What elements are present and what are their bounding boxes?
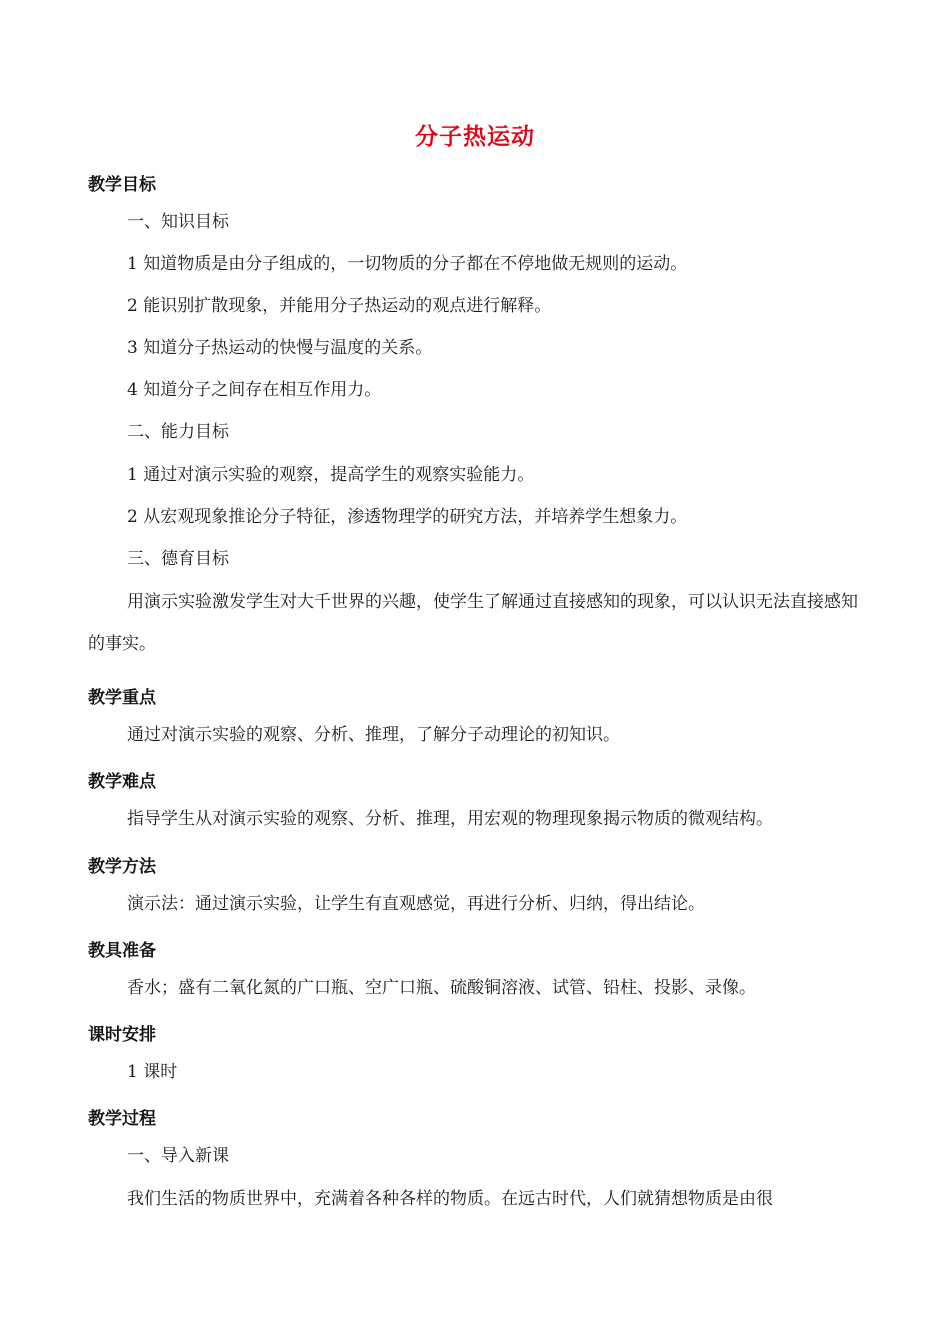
methods-heading: 教学方法 bbox=[88, 857, 156, 877]
key-points-text: 通过对演示实验的观察、分析、推理，了解分子动理论的初知识。 bbox=[127, 725, 620, 745]
schedule-text: 1 课时 bbox=[127, 1062, 178, 1082]
ability-item-1: 1 通过对演示实验的观察，提高学生的观察实验能力。 bbox=[127, 465, 535, 485]
knowledge-objectives-heading: 一、知识目标 bbox=[127, 212, 229, 232]
knowledge-item-2: 2 能识别扩散现象，并能用分子热运动的观点进行解释。 bbox=[127, 296, 552, 316]
difficulties-heading: 教学难点 bbox=[88, 772, 156, 792]
ability-item-2: 2 从宏观现象推论分子特征，渗透物理学的研究方法，并培养学生想象力。 bbox=[127, 507, 688, 527]
materials-heading: 教具准备 bbox=[88, 941, 156, 961]
knowledge-item-1: 1 知道物质是由分子组成的，一切物质的分子都在不停地做无规则的运动。 bbox=[127, 254, 688, 274]
methods-text: 演示法：通过演示实验，让学生有直观感觉，再进行分析、归纳，得出结论。 bbox=[127, 894, 705, 914]
materials-text: 香水；盛有二氧化氮的广口瓶、空广口瓶、硫酸铜溶液、试管、铅柱、投影、录像。 bbox=[127, 978, 756, 998]
schedule-heading: 课时安排 bbox=[88, 1025, 156, 1045]
process-heading: 教学过程 bbox=[88, 1109, 156, 1129]
ability-objectives-heading: 二、能力目标 bbox=[127, 422, 229, 442]
knowledge-item-4: 4 知道分子之间存在相互作用力。 bbox=[127, 380, 382, 400]
intro-heading: 一、导入新课 bbox=[127, 1146, 229, 1166]
moral-objectives-heading: 三、德育目标 bbox=[127, 549, 229, 569]
knowledge-item-3: 3 知道分子热运动的快慢与温度的关系。 bbox=[127, 338, 433, 358]
key-points-heading: 教学重点 bbox=[88, 688, 156, 708]
document-title: 分子热运动 bbox=[415, 124, 535, 150]
intro-text: 我们生活的物质世界中，充满着各种各样的物质。在远古时代，人们就猜想物质是由很 bbox=[127, 1189, 773, 1209]
moral-objectives-text: 用演示实验激发学生对大千世界的兴趣，使学生了解通过直接感知的现象，可以认识无法直接感知的事实。 bbox=[88, 592, 858, 654]
difficulties-text: 指导学生从对演示实验的观察、分析、推理，用宏观的物理现象揭示物质的微观结构。 bbox=[127, 809, 773, 829]
objectives-heading: 教学目标 bbox=[88, 175, 156, 195]
